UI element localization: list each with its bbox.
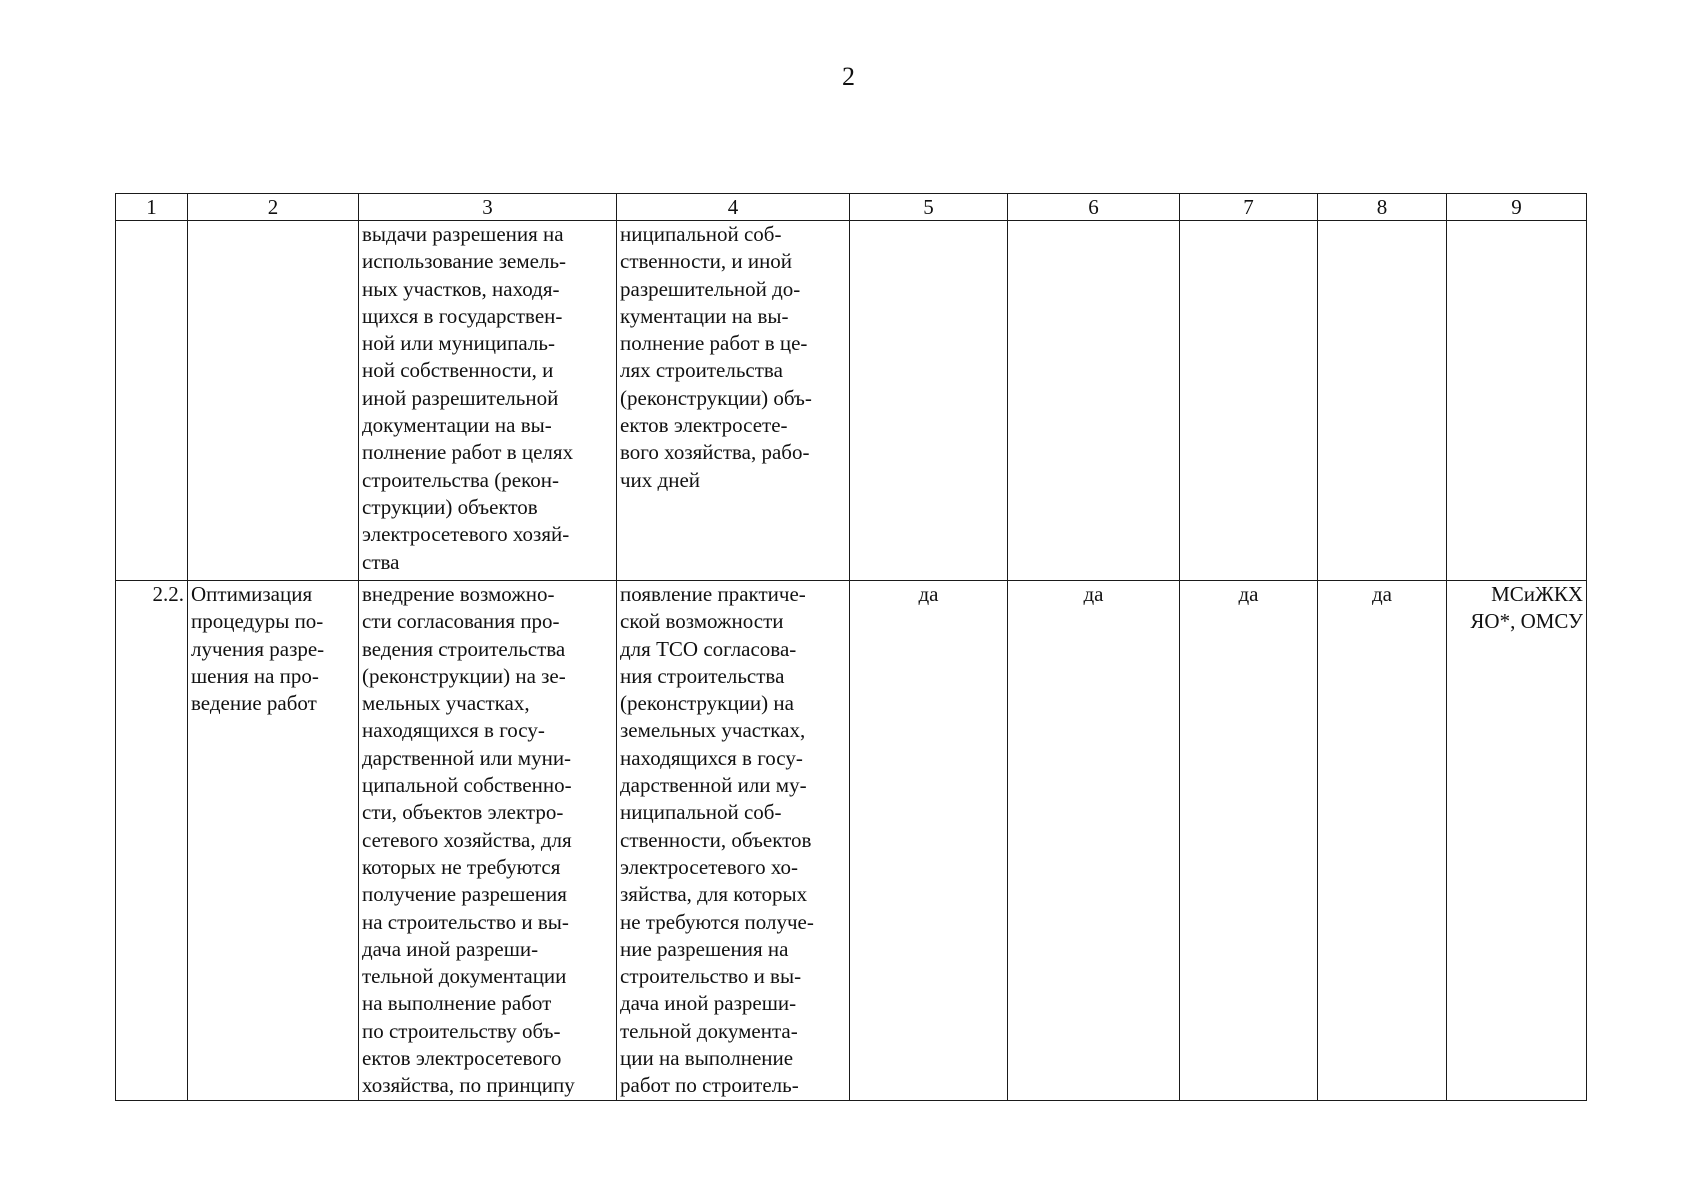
column-header-2: 2: [188, 194, 359, 221]
table-header: [116, 194, 1587, 221]
col5-cell: [850, 221, 1008, 581]
responsible-cell: [1447, 221, 1587, 581]
column-header-7: 7: [1180, 194, 1318, 221]
column-header-4: 4: [617, 194, 850, 221]
item-number-cell: [116, 221, 188, 581]
col6-cell: да: [1008, 581, 1180, 1101]
table-row: [116, 581, 1587, 1101]
column-header-8: 8: [1318, 194, 1447, 221]
col8-cell: [1318, 221, 1447, 581]
indicator-cell: ниципальной соб- ственности, и иной разрешительной до- кументации на вы- полнение работ в це- лях строительства (реконструкции) объ- ектов электросете- вого хозяйства, рабо- чих дней: [617, 221, 850, 581]
item-number-cell: 2.2.: [116, 581, 188, 1101]
actions-cell: выдачи разрешения на использование земель- ных участков, находя- щихся в государствен- ной или муниципаль- ной собственности, и иной разрешительной документации на вы- полнение работ в целях строительства (рекон- струкции) объектов электросетевого хозяй- ства: [359, 221, 617, 581]
measure-name-cell: Оптимизация процедуры по- лучения разре- шения на про- ведение работ: [188, 581, 359, 1101]
indicator-cell: появление практиче- ской возможности для ТСО согласова- ния строительства (реконструкции) на земельных участках, находящихся в госу- дарственной или му- ниципальной соб- ственности, объектов электросетевого хо- зяйства, для которых не требуются получе- ние разрешения на строительство и вы- дача иной разреши- тельной документа- ции на выполнение работ по строитель-: [617, 581, 850, 1101]
column-header-5: 5: [850, 194, 1008, 221]
page-number: 2: [842, 62, 855, 91]
col8-cell: да: [1318, 581, 1447, 1101]
plan-table: [115, 193, 1587, 1101]
column-header-6: 6: [1008, 194, 1180, 221]
col6-cell: [1008, 221, 1180, 581]
actions-cell: внедрение возможно- сти согласования про- ведения строительства (реконструкции) на зе- мельных участках, находящихся в госу- дарственной или муни- ципальной собственно- сти, объектов электро- сетевого хозяйства, для которых не требуются получение разрешения на строительство и вы- дача иной разреши- тельной документации на выполнение работ по строительству объ- ектов электросетевого хозяйства, по принципу: [359, 581, 617, 1101]
col7-cell: [1180, 221, 1318, 581]
responsible-cell: МСиЖКХ ЯО*, ОМСУ: [1447, 581, 1587, 1101]
column-header-9: 9: [1447, 194, 1587, 221]
header-row: [116, 194, 1587, 221]
col7-cell: да: [1180, 581, 1318, 1101]
table-row: [116, 221, 1587, 581]
column-header-1: 1: [116, 194, 188, 221]
measure-name-cell: [188, 221, 359, 581]
column-header-3: 3: [359, 194, 617, 221]
col5-cell: да: [850, 581, 1008, 1101]
